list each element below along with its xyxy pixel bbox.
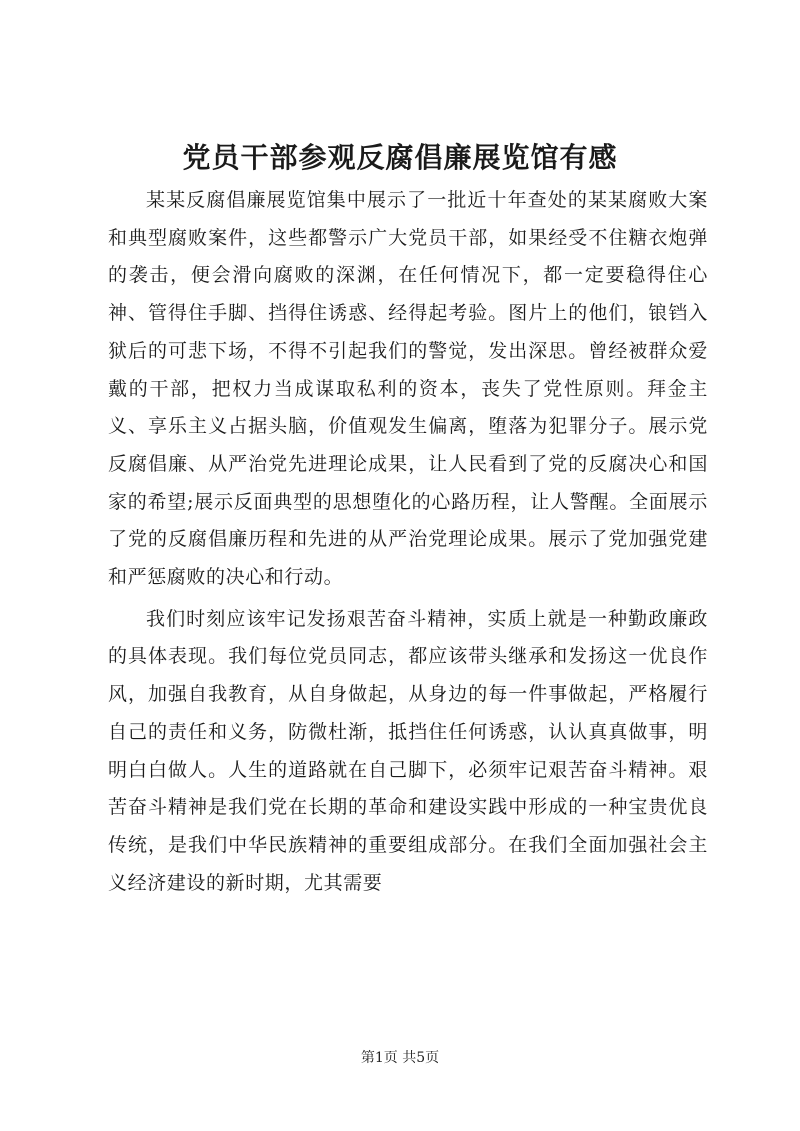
page-footer: 第1页 共5页: [360, 1050, 440, 1066]
paragraph-1: 某某反腐倡廉展览馆集中展示了一批近十年查处的某某腐败大案和典型腐败案件，这些都警示广大党员干部，如果经受不住糖衣炮弹的袭击，便会滑向腐败的深渊，在任何情况下，都一定要稳得住心神、管得住手脚、挡得住诱惑、经得起考验。图片上的他们，锒铛入狱后的可悲下场，不得不引起我们的警觉，发出深思。曾经被群众爱戴的干部，把权力当成谋取私利的资本，丧失了党性原则。拜金主义、享乐主义占据头脑，价值观发生偏离，堕落为犯罪分子。展示党反腐倡廉、从严治党先进理论成果，让人民看到了党的反腐决心和国家的希望;展示反面典型的思想堕化的心路历程，让人警醒。全面展示了党的反腐倡廉历程和先进的从严治党理论成果。展示了党加强党建和严惩腐败的决心和行动。: [108, 189, 708, 589]
document-title: 党员干部参观反腐倡廉展览馆有感: [182, 141, 618, 174]
paragraph-2: 我们时刻应该牢记发扬艰苦奋斗精神，实质上就是一种勤政廉政的具体表现。我们每位党员同志，都应该带头继承和发扬这一优良作风，加强自我教育，从自身做起，从身边的每一件事做起，严格履行自己的责任和义务，防微杜渐，抵挡住任何诱惑，认认真真做事，明明白白做人。人生的道路就在自己脚下，必须牢记艰苦奋斗精神。艰苦奋斗精神是我们党在长期的革命和建设实践中形成的一种宝贵优良传统，是我们中华民族精神的重要组成部分。在我们全面加强社会主义经济建设的新时期，尤其需要: [108, 607, 708, 894]
document-body: [108, 182, 708, 902]
